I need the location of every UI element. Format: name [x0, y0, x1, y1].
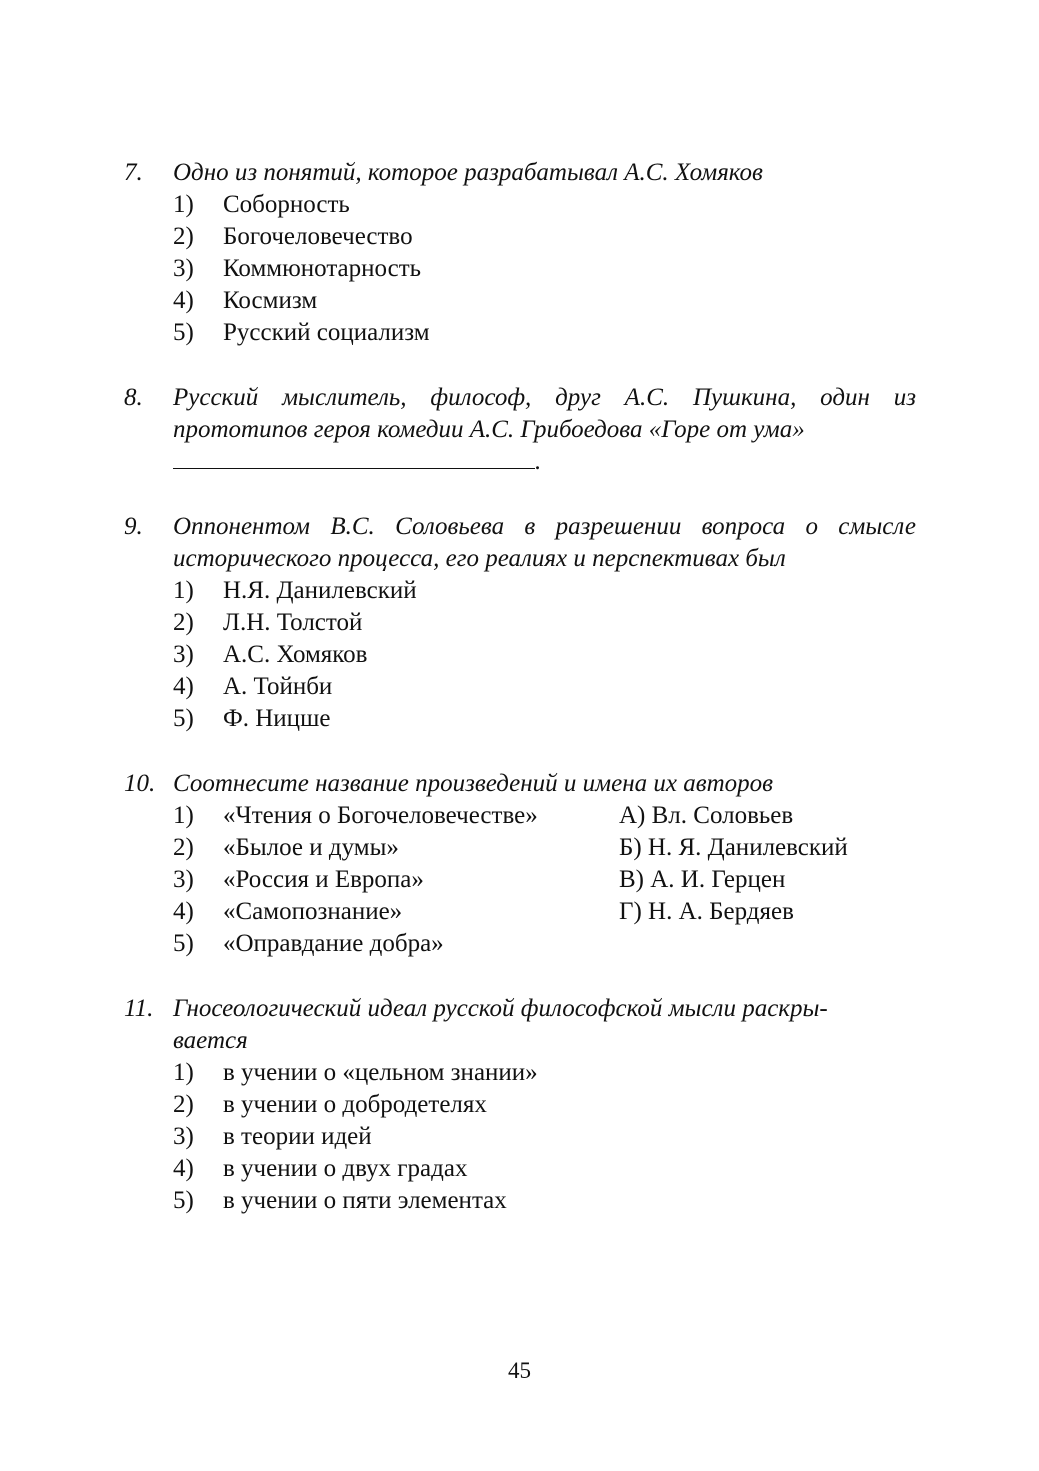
- page-number: 45: [508, 1358, 531, 1383]
- option-number: 3): [173, 866, 194, 893]
- option-item: [173, 896, 916, 928]
- option-number: 5): [173, 319, 194, 346]
- option-item: [173, 832, 916, 864]
- options-list: [173, 575, 916, 735]
- option-number: 1): [173, 1059, 194, 1086]
- option-number: 2): [173, 834, 194, 861]
- option-text: А.С. Хомяков: [223, 641, 368, 668]
- option-text: в учении о добродетелях: [223, 1091, 487, 1118]
- option-text: Н.Я. Данилевский: [223, 577, 417, 604]
- question-10: [124, 768, 916, 960]
- option-item: [173, 1185, 916, 1217]
- option-item: [173, 285, 916, 317]
- question-number: 10.: [124, 770, 156, 797]
- question-text: Русский мыслитель, философ, друг А.С. Пушкина, один из прототипов героя комедии А.С. Грибоедова «Горе от ума»: [173, 384, 916, 443]
- work-title: «Россия и Европа»: [223, 866, 424, 893]
- option-number: 4): [173, 898, 194, 925]
- option-text: в учении о двух градах: [223, 1155, 468, 1182]
- option-text: в теории идей: [223, 1123, 372, 1150]
- work-title: «Былое и думы»: [223, 834, 399, 861]
- question-number: 11.: [124, 995, 154, 1022]
- option-item: [173, 221, 916, 253]
- option-item: [173, 189, 916, 221]
- option-number: 1): [173, 577, 194, 604]
- option-number: 2): [173, 223, 194, 250]
- question-text: Одно из понятий, которое разрабатывал А.С. Хомяков: [173, 159, 763, 186]
- option-item: [173, 1089, 916, 1121]
- option-number: 4): [173, 1155, 194, 1182]
- question-number: 7.: [124, 159, 143, 186]
- question-11: [124, 993, 916, 1217]
- question-8: [124, 382, 916, 478]
- question-7: [124, 157, 916, 349]
- option-text: Соборность: [223, 191, 350, 218]
- option-number: 4): [173, 673, 194, 700]
- question-text: [173, 993, 916, 1057]
- answer-blank-end: .: [535, 448, 542, 475]
- option-number: 2): [173, 609, 194, 636]
- option-number: 3): [173, 255, 194, 282]
- author-name: Г) Н. А. Бердяев: [619, 898, 794, 925]
- matching-list: [173, 800, 916, 960]
- option-item: [173, 1121, 916, 1153]
- option-number: 3): [173, 641, 194, 668]
- work-title: «Оправдание добра»: [223, 930, 444, 957]
- option-item: [173, 253, 916, 285]
- author-name: В) А. И. Герцен: [619, 866, 786, 893]
- option-item: [173, 703, 916, 735]
- work-title: «Чтения о Богочеловечестве»: [223, 802, 538, 829]
- option-text: Космизм: [223, 287, 318, 314]
- option-number: 1): [173, 191, 194, 218]
- option-item: [173, 317, 916, 349]
- work-title: «Самопознание»: [223, 898, 403, 925]
- option-number: 2): [173, 1091, 194, 1118]
- option-number: 5): [173, 705, 194, 732]
- option-text: Русский социализм: [223, 319, 430, 346]
- options-list: [173, 189, 916, 349]
- option-text: Коммюнотарность: [223, 255, 422, 282]
- author-name: А) Вл. Соловьев: [619, 802, 794, 829]
- option-number: 4): [173, 287, 194, 314]
- option-number: 3): [173, 1123, 194, 1150]
- option-text: в учении о «цельном знании»: [223, 1059, 538, 1086]
- answer-blank: [173, 446, 916, 478]
- option-item: [173, 800, 916, 832]
- option-item: [173, 1057, 916, 1089]
- option-item: [173, 928, 916, 960]
- option-item: [173, 864, 916, 896]
- question-text: Оппонентом В.С. Соловьева в разрешении вопроса о смысле исторического процесса, его реалиях и перспективах был: [173, 513, 916, 572]
- option-number: 5): [173, 930, 194, 957]
- question-text: Соотнесите название произведений и имена их авторов: [173, 770, 773, 797]
- author-name: Б) Н. Я. Данилевский: [619, 834, 848, 861]
- option-item: [173, 607, 916, 639]
- option-item: [173, 671, 916, 703]
- question-text-line: Гносеологический идеал русской философской мысли раскры-: [173, 995, 828, 1022]
- answer-blank-line: [173, 446, 535, 469]
- option-number: 5): [173, 1187, 194, 1214]
- question-number: 9.: [124, 513, 143, 540]
- options-list: [173, 1057, 916, 1217]
- option-text: в учении о пяти элементах: [223, 1187, 507, 1214]
- question-9: [124, 511, 916, 735]
- option-item: [173, 1153, 916, 1185]
- option-number: 1): [173, 802, 194, 829]
- option-text: Л.Н. Толстой: [223, 609, 363, 636]
- question-number: 8.: [124, 384, 143, 411]
- question-text-line: вается: [173, 1027, 248, 1054]
- option-item: [173, 639, 916, 671]
- option-text: Богочеловечество: [223, 223, 413, 250]
- option-text: Ф. Ницше: [223, 705, 331, 732]
- option-item: [173, 575, 916, 607]
- option-text: А. Тойнби: [223, 673, 333, 700]
